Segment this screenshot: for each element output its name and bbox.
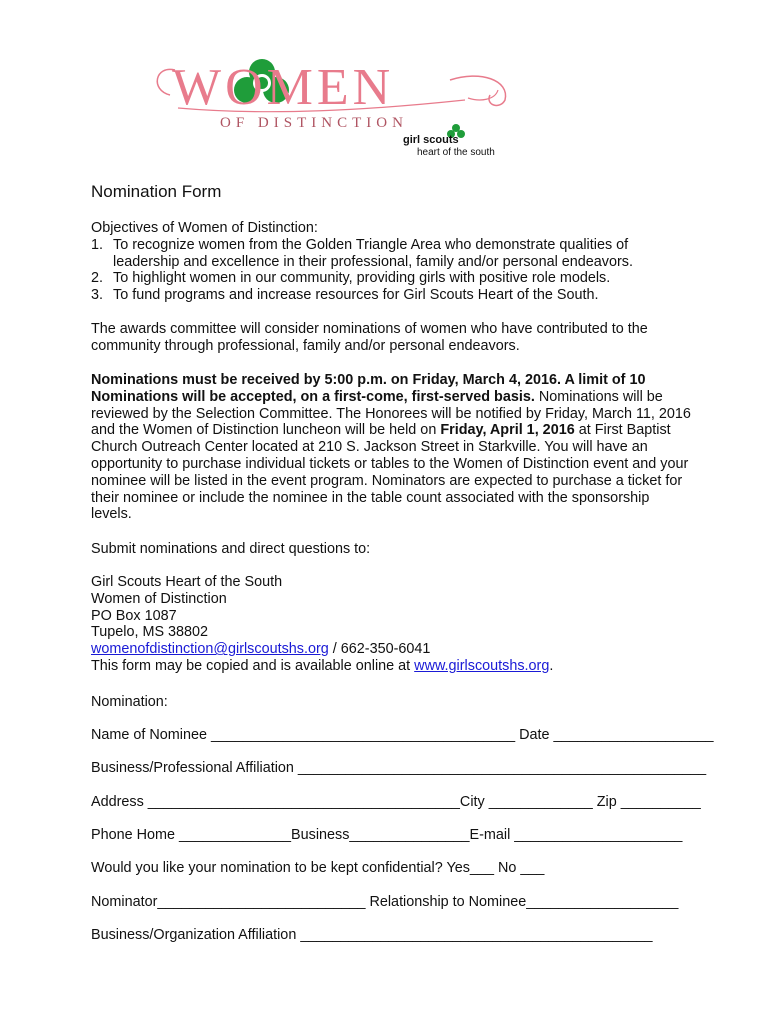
objectives-heading: Objectives of Women of Distinction: xyxy=(91,220,318,236)
list-item: 1. To recognize women from the Golden Triangle Area who demonstrate qualities of leadership and excellence in their professional, family and/or personal endeavors. xyxy=(91,236,633,270)
logo-of-distinction-text: OF DISTINCTION xyxy=(220,115,408,131)
logo-women-text: WOMEN xyxy=(172,59,395,116)
women-of-distinction-logo xyxy=(150,50,530,165)
committee-paragraph: The awards committee will consider nominations of women who have contributed to the community through professional, family and/or personal endeavors. xyxy=(91,321,648,354)
mailing-address xyxy=(91,574,691,675)
address-org: Girl Scouts Heart of the South xyxy=(91,574,283,590)
form-title: Nomination Form xyxy=(91,182,222,201)
deadline-text-1: Nominations will be reviewed by the Selection Committee. The Honorees will be notified by Friday, March 11, 2016 and the Women of Distinction luncheon will be held on xyxy=(91,388,691,439)
luncheon-date: Friday, April 1, 2016 xyxy=(440,422,575,439)
organization-affiliation-field[interactable]: Business/Organization Affiliation ____________________________________________ xyxy=(91,927,653,943)
phone-field[interactable]: Phone Home ______________Business_______________E-mail _____________________ xyxy=(91,827,683,843)
address-field[interactable]: Address _______________________________________City _____________ Zip __________ xyxy=(91,794,701,810)
nominator-field[interactable]: Nominator__________________________ Relationship to Nominee___________________ xyxy=(91,894,679,910)
list-item: 2. To highlight women in our community, providing girls with positive role models. xyxy=(91,270,611,287)
submit-intro: Submit nominations and direct questions to: xyxy=(91,541,371,557)
list-item: 3. To fund programs and increase resources for Girl Scouts Heart of the South. xyxy=(91,287,599,304)
website-link[interactable]: www.girlscoutshs.org xyxy=(414,657,550,674)
deadline-paragraph xyxy=(91,372,691,523)
address-city: Tupelo, MS 38802 xyxy=(91,624,209,641)
objectives-section xyxy=(91,220,691,304)
confidential-field[interactable]: Would you like your nomination to be kept confidential? Yes___ No ___ xyxy=(91,860,545,876)
online-line: This form may be copied and is available online at www.girlscoutshs.org. xyxy=(91,657,554,674)
nominee-name-field[interactable]: Name of Nominee ______________________________________ Date ____________________ xyxy=(91,727,714,743)
deadline-text-2: at First Baptist Church Outreach Center located at 210 S. Jackson Street in Starkville. You will have an opportunity to purchase individual tickets or tables to the Women of Distinction event and your nominee will be listed in the event program. Nominators are expected to purchase a ticket for their nominee or include the nominee in the table count associated with the sponsorship levels. xyxy=(91,422,689,523)
phone-number: / 662-350-6041 xyxy=(328,641,431,658)
contact-line xyxy=(91,641,691,658)
logo-council-text: heart of the south xyxy=(417,147,495,158)
nomination-heading: Nomination: xyxy=(91,694,168,710)
deadline-bold-text: Nominations must be received by 5:00 p.m. on Friday, March 4, 2016. A limit of 10 Nominations will be accepted, on a first-come, first-served basis. xyxy=(91,372,646,405)
logo-girl-scouts-text: girl scouts xyxy=(403,134,459,146)
business-affiliation-field[interactable]: Business/Professional Affiliation ___________________________________________________ xyxy=(91,760,707,776)
address-po-box: PO Box 1087 xyxy=(91,607,177,624)
objectives-list xyxy=(91,237,691,304)
email-link[interactable]: womenofdistinction@girlscoutshs.org xyxy=(91,641,329,658)
address-dept: Women of Distinction xyxy=(91,590,227,607)
